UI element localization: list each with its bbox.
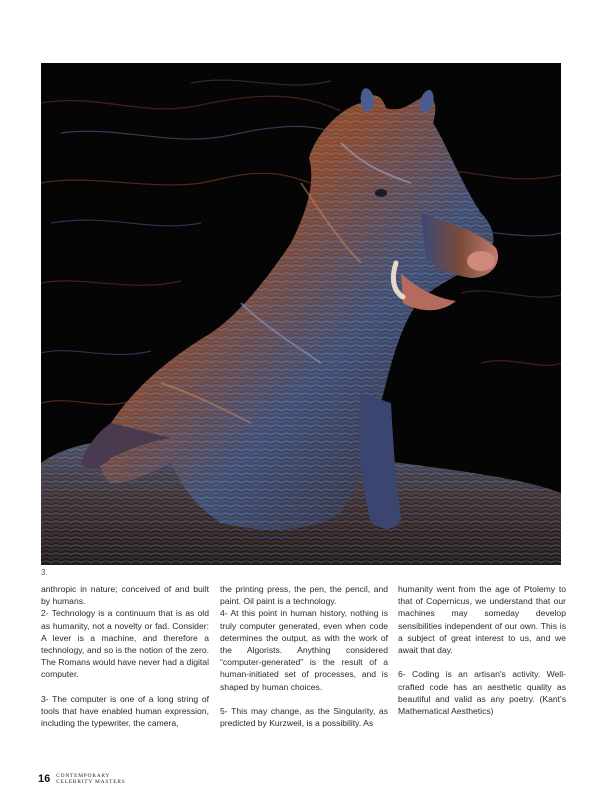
boar-texture: [100, 95, 494, 529]
page-number: 16: [38, 773, 51, 785]
artwork-illustration: [41, 63, 561, 565]
text-column-2: [220, 583, 388, 729]
figure-caption: 3.: [41, 568, 48, 577]
boar-eye: [375, 189, 387, 197]
paragraph: 6- Coding is an artisan's activity. Well-crafted code has an aesthetic quality as beautiful and valid as any poetry. (Kant's Mathematical Aesthetics): [398, 669, 566, 717]
paragraph: 2- Technology is a continuum that is as old as humanity, not a novelty or fad. Consider: A lever is a machine, and therefore a technology, and so is the notion of the zero. The Romans would have never had a digital computer.: [41, 608, 209, 680]
paragraph: anthropic in nature; conceived of and built by humans.: [41, 584, 209, 607]
paragraph: 3- The computer is one of a long string of tools that have enabled human expression, including the typewriter, the camera,: [41, 693, 209, 729]
boar-ear-left: [361, 88, 375, 111]
text-column-3: [398, 583, 566, 717]
boar-nose: [467, 251, 495, 271]
magazine-title: [56, 773, 125, 785]
paragraph: humanity went from the age of Ptolemy to that of Copernicus, we understand that our machines may someday develop sensibilities independent of our own. This is a subject of great interest to us, and we await that day.: [398, 584, 566, 656]
paragraph: the printing press, the pen, the pencil, and paint. Oil paint is a technology.: [220, 584, 388, 607]
magazine-title-line1: CONTEMPORARY: [56, 773, 111, 779]
paragraph: 5- This may change, as the Singularity, as predicted by Kurzweil, is a possibility. As: [220, 706, 388, 729]
magazine-title-line2: CELEBRITY MASTERS: [56, 779, 126, 785]
boar-sculpture-artwork: [41, 63, 561, 565]
paragraph: 4- At this point in human history, nothing is truly computer generated, even when code determines the output, as with the work of the Algorists. Anything considered “computer-generated” is the result of a human-initiated set of processes, and is shaped by human choices.: [220, 608, 388, 692]
text-column-1: [41, 583, 209, 729]
page-footer: [38, 773, 126, 785]
